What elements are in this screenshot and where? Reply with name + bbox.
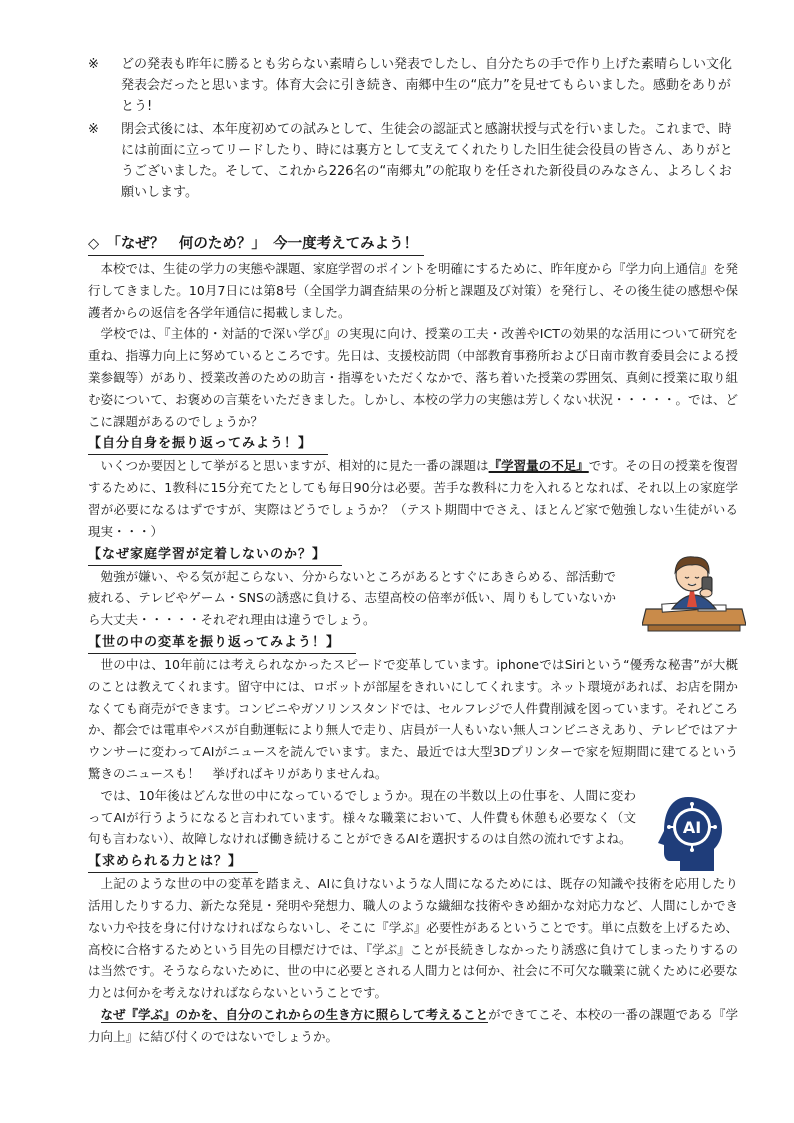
home-study-section: [88, 543, 738, 631]
ai-section: [88, 785, 738, 850]
text-a: いくつか要因として挙がると思いますが、相対的に見た一番の課題は: [100, 458, 489, 474]
text-b: です。その日の授業を復習するために、1教科に15分充てたとしても毎日90分は必要。苦手な教科に力を入れるとなれば、それ以上の家庭学習が必要になるはずですが、実際はどうでしょうか？（テスト期間中でさえ、ほとんど家で勉強しない生徒がいる現実・・・）: [88, 458, 738, 539]
paragraph-required-skills: 上記のような世の中の変革を踏まえ、AIに負けないような人間になるためには、既存の知識や技術を応用したり活用したりする力、新たな発見・発明や発想力、職人のような繊細な技術やきめ細かな対応力など、人間にしかできない力や技を身に付けなければならないし、そこに『学ぶ』必要性があるということです。単に点数を上げるため、高校に合格するためという目先の目標だけでは、『学ぶ』ことが長続きしなかったり誘惑に負けてしまったりするのは当然です。そうならないために、世の中に必要とされる人間力とは何か、社会に不可欠な職業に就くために必要な力とは何かを考えなければならないということです。: [88, 876, 739, 1001]
subheading-home-study: 【なぜ家庭学習が定着しないのか？】: [88, 544, 342, 566]
section-title: ◇ 「なぜ？ 何のため？」 今一度考えてみよう！: [88, 233, 424, 256]
notes-block: [88, 54, 738, 205]
paragraph-future-ai: では、10年後はどんな世の中になっているでしょうか。現在の半数以上の仕事を、人間に変わってAIが行うようになると言われています。様々な職業において、人件費も休憩も必要なく（文句も言わない）、故障しなければ働き続けることができるAIを選択するのは自然の流れですよね。: [88, 787, 636, 847]
note-item: [88, 54, 738, 117]
conclusion-emphasis: なぜ『学ぶ』のかを、自分のこれからの生き方に照らして考えること: [100, 1006, 489, 1022]
student-with-phone-illustration: [642, 547, 746, 633]
note-text: どの発表も昨年に勝るとも劣らない素晴らしい発表でしたし、自分たちの手で作り上げた素晴らしい文化発表会だったと思います。体育大会に引き続き、南郷中生の“底力”を見せてもらいました。感動をありがとう!: [121, 57, 733, 114]
ai-icon-label: AI: [682, 817, 702, 837]
emphasis-study-volume: 『学習量の不足』: [488, 458, 589, 474]
note-mark: ※: [88, 57, 99, 72]
paragraph-study-volume: [88, 455, 738, 542]
ai-head-icon: [650, 793, 730, 875]
note-item: [88, 119, 738, 203]
paragraph-home-study: 勉強が嫌い、やる気が起こらない、分からないところがあるとすぐにあきらめる、部活動で疲れる、テレビやゲーム・SNSの誘惑に負ける、志望高校の倍率が低い、周りもしていないから大丈夫・・・・・それぞれ理由は違うでしょう。: [88, 568, 616, 628]
note-text: 閉会式後には、本年度初めての試みとして、生徒会の認証式と感謝状授与式を行いました。これまで、時には前面に立ってリードしたり、時には裏方として支えてくれたりした旧生徒会役員の皆さん、ありがとうございました。そして、これから226名の“南郷丸”の舵取りを任された新役員のみなさん、よろしくお願いします。: [121, 122, 733, 200]
intro-paragraph: 本校では、生徒の学力の実態や課題、家庭学習のポイントを明確にするために、昨年度から『学力向上通信』を発行してきました。10月7日には第8号（全国学力調査結果の分析と課題及び対策）を発行し、その後生徒の感想や保護者からの返信を各学年通信に掲載しました。: [88, 261, 739, 320]
paragraph-social-change: 世の中は、10年前には考えられなかったスピードで変革しています。iphoneではSiriという“優秀な秘書”が大概のことは教えてくれます。留守中には、ロボットが部屋をきれいにしてくれます。ネット環境があれば、お店を開かなくても商売ができます。コンビニやガソリンスタンドでは、セルフレジで人件費削減を図っています。それどころか、都会では電車やバスが自動運転により無人で走り、店員が一人もいない無人コンビニさえあり、テレビではアナウンサーに変わってAIがニュースを読んでいます。また、最近では大型3Dプリンターで家を短期間に建てるという驚きのニュースも！ 挙げればキリがありませんね。: [88, 656, 738, 781]
paragraph-conclusion: [88, 1004, 738, 1048]
subheading-reflect-self: 【自分自身を振り返ってみよう！】: [88, 433, 328, 455]
note-mark: ※: [88, 122, 99, 137]
main-article: [88, 233, 738, 1048]
subheading-required-skills: 【求められる力とは？】: [88, 851, 258, 873]
conclusion-rest: ができてこそ、本校の一番の課題である『学力向上』に結び付くのではないでしょうか。: [88, 1006, 738, 1044]
subheading-social-change: 【世の中の変革を振り返ってみよう！】: [88, 632, 356, 654]
intro-paragraph: 学校では、『主体的・対話的で深い学び』の実現に向け、授業の工夫・改善やICTの効果的な活用について研究を重ね、指導力向上に努めているところです。先日は、支援校訪問（中部教育事務所および日南市教育委員会による授業参観等）があり、授業改善のための助言・指導をいただくなかで、落ち着いた授業の雰囲気、真剣に授業に取り組む姿について、お褒めの言葉をいただきました。しかし、本校の学力の実態は芳しくない状況・・・・・。では、どこに課題があるのでしょうか？: [88, 326, 738, 429]
